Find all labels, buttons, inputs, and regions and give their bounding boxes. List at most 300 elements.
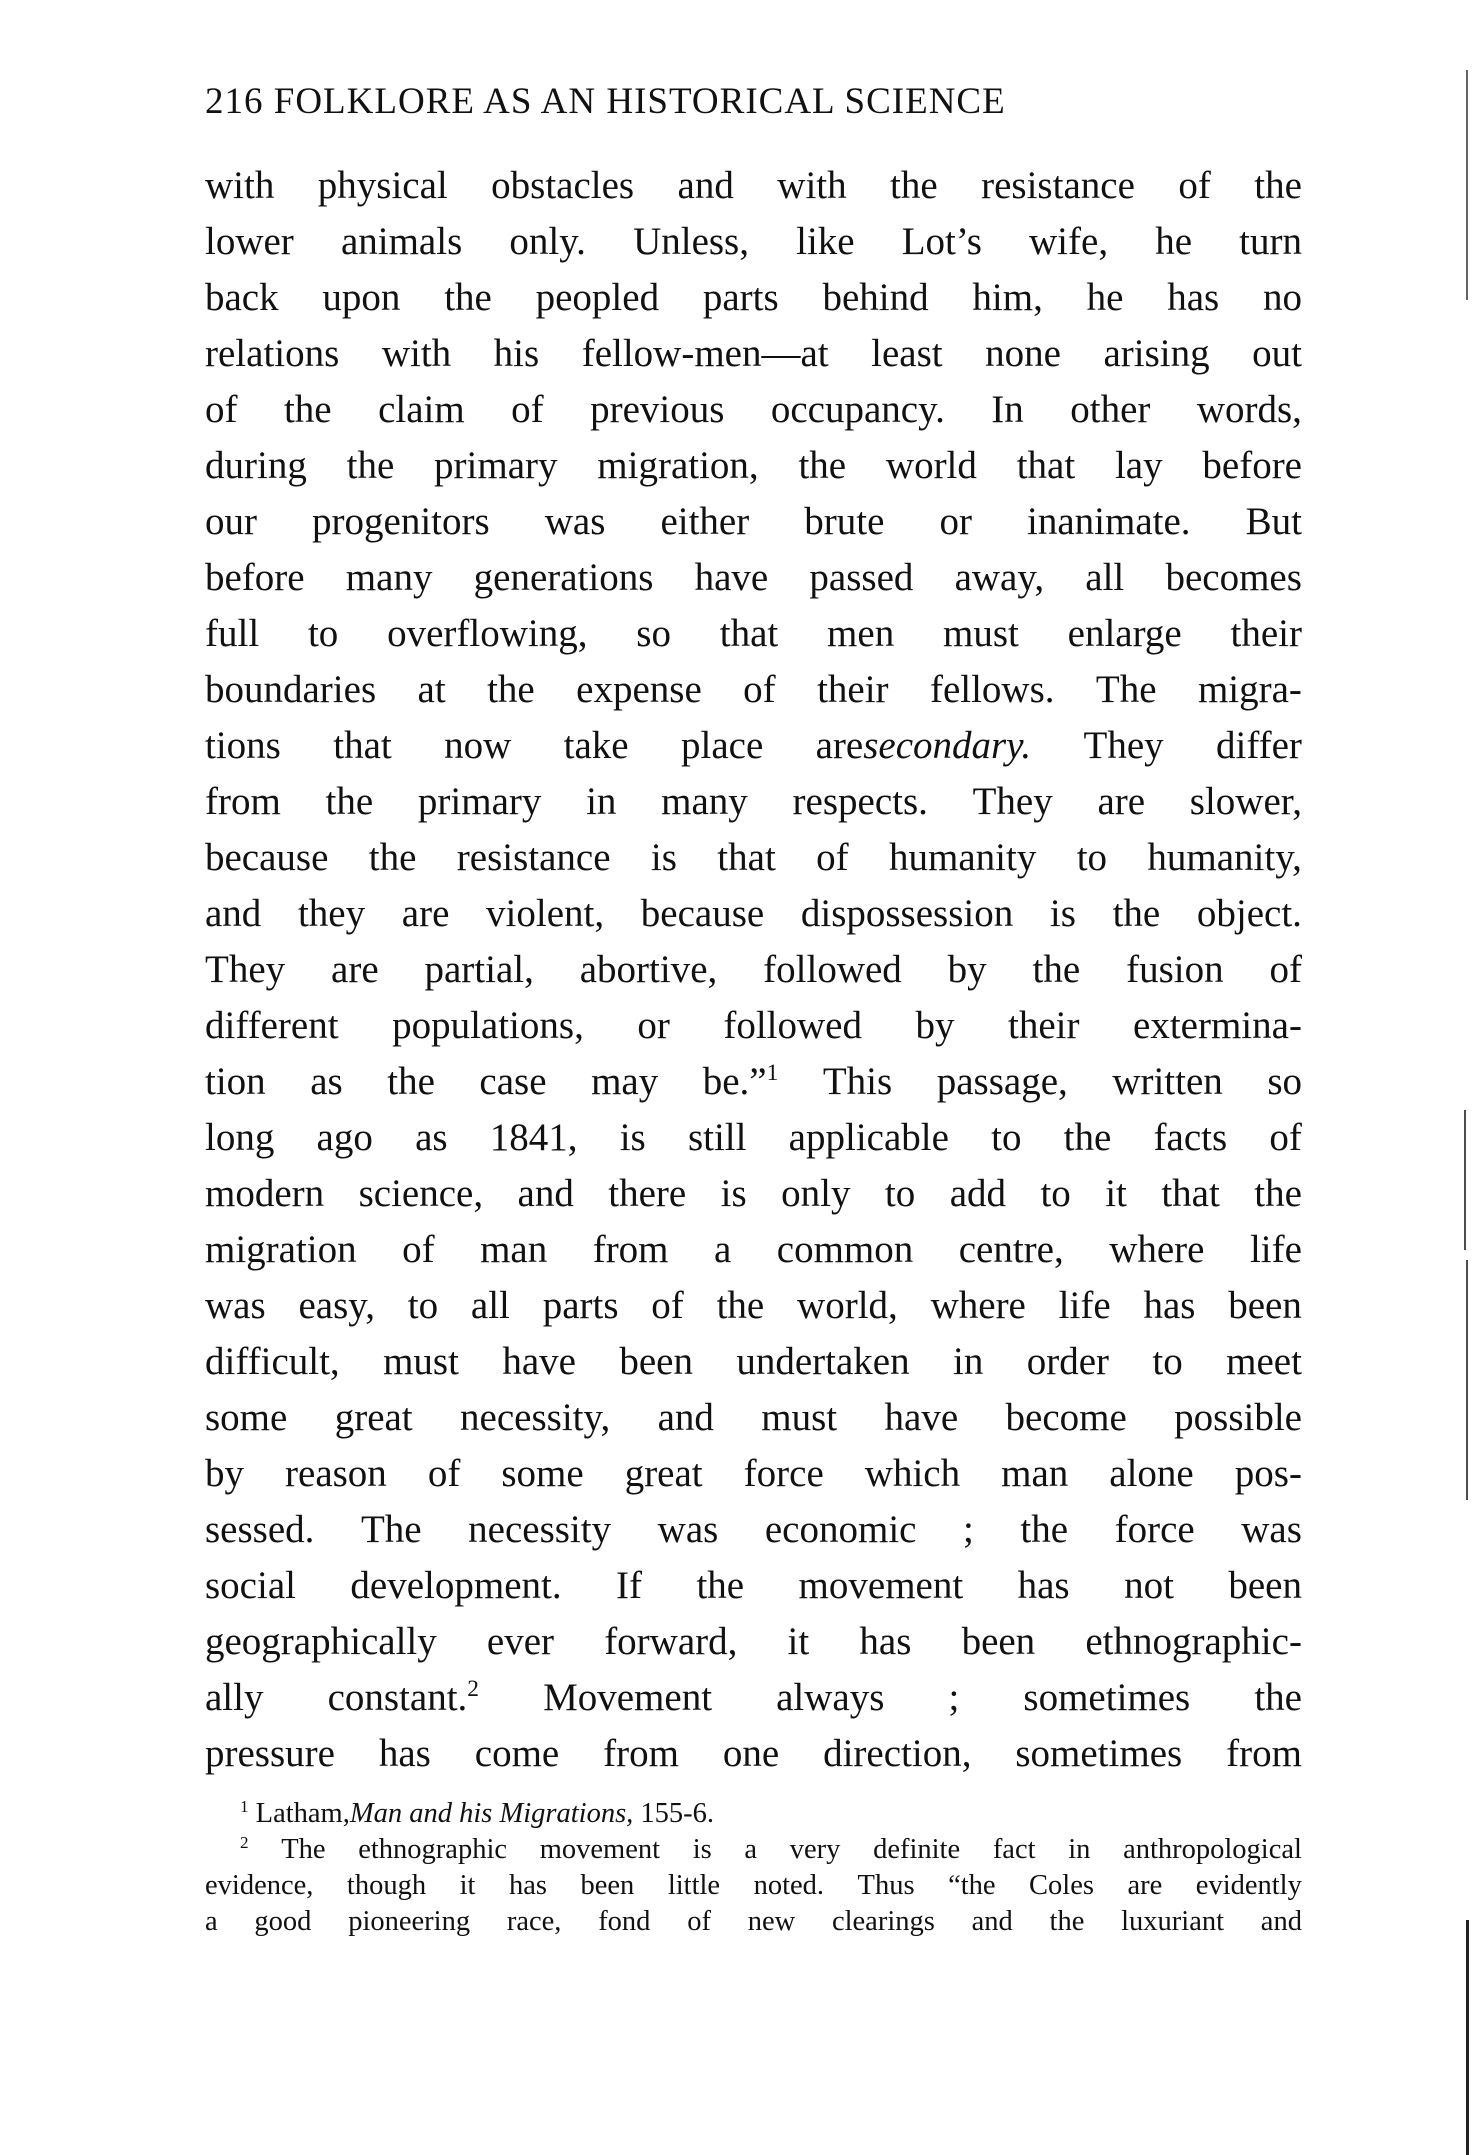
word (1126, 942, 1224, 998)
text: and (1260, 1906, 1302, 1937)
word (1267, 1054, 1302, 1110)
text: before (205, 556, 305, 599)
word (1269, 1110, 1302, 1166)
italic-text: Man (349, 1798, 403, 1829)
word (744, 1446, 824, 1502)
word (434, 438, 557, 494)
word (358, 1832, 507, 1868)
word (205, 1278, 266, 1334)
text: man (480, 1228, 548, 1271)
word (240, 1798, 249, 1829)
text: good (254, 1906, 312, 1937)
word (1115, 438, 1163, 494)
text: has (378, 1732, 431, 1775)
word (696, 1558, 744, 1614)
text: turn (1239, 220, 1302, 263)
text-line (205, 1670, 1302, 1726)
text-line (205, 830, 1302, 886)
word (509, 1868, 547, 1904)
word (1006, 1390, 1127, 1446)
word (763, 942, 902, 998)
word (962, 1614, 1036, 1670)
word (1050, 1904, 1085, 1940)
italic-text: secondary. (863, 724, 1032, 767)
word (788, 1614, 810, 1670)
text: upon (322, 276, 401, 319)
word (348, 1904, 470, 1940)
word (333, 718, 391, 774)
word (1064, 1110, 1112, 1166)
word (298, 886, 365, 942)
word (789, 1110, 949, 1166)
word (796, 214, 854, 270)
text: their (1008, 1004, 1080, 1047)
text: man (1001, 1452, 1069, 1495)
text: either (660, 500, 750, 543)
word (205, 326, 339, 382)
word (1254, 1166, 1302, 1222)
word (205, 1054, 266, 1110)
text: and (517, 1172, 574, 1215)
text: their (1230, 612, 1302, 655)
text: forward, (604, 1620, 738, 1663)
text: are (1127, 1870, 1163, 1901)
word (619, 1334, 693, 1390)
word (205, 1726, 335, 1782)
text-line (205, 158, 1302, 214)
word (379, 1726, 431, 1782)
word (254, 1904, 311, 1940)
word (640, 1798, 714, 1829)
word (1165, 550, 1301, 606)
text: may (591, 1060, 659, 1103)
word (889, 830, 1036, 886)
text: long (205, 1116, 275, 1159)
word (387, 1054, 435, 1110)
word (798, 438, 846, 494)
word (408, 1278, 438, 1334)
word (1178, 158, 1211, 214)
word (205, 998, 339, 1054)
word (703, 270, 779, 326)
text: though (346, 1870, 427, 1901)
text: populations, (392, 1004, 584, 1047)
scan-edge-mark (1464, 1110, 1466, 1250)
text: it (1105, 1172, 1127, 1215)
text: the (1020, 1508, 1069, 1551)
text: facts (1153, 1116, 1228, 1159)
word (972, 1904, 1013, 1940)
word (284, 382, 332, 438)
text: boundaries (205, 668, 377, 711)
word (858, 1868, 915, 1904)
word (743, 662, 776, 718)
page-number: 216 (205, 81, 264, 122)
text: tions (205, 724, 281, 767)
text: peopled (535, 276, 660, 319)
text: tion (205, 1060, 266, 1103)
word (205, 1390, 287, 1446)
word (382, 326, 451, 382)
word (1198, 662, 1302, 718)
word (1097, 774, 1145, 830)
text: very (789, 1834, 841, 1865)
text: force (743, 1452, 824, 1495)
word (347, 1868, 426, 1904)
word (948, 942, 987, 998)
word (723, 1726, 779, 1782)
text: constant. (327, 1676, 468, 1719)
text: are (401, 892, 450, 935)
text: “the (948, 1870, 996, 1901)
word (308, 606, 338, 662)
text: the (716, 1284, 765, 1327)
text: like (796, 220, 855, 263)
text: If (616, 1564, 643, 1607)
word (1133, 998, 1302, 1054)
text-line (205, 1614, 1302, 1670)
word (205, 1334, 340, 1390)
word (1190, 774, 1302, 830)
word (1167, 270, 1219, 326)
word (471, 1278, 510, 1334)
word (801, 886, 1013, 942)
text: lay (1114, 444, 1163, 487)
text: with (777, 164, 847, 207)
word (902, 214, 982, 270)
word (1254, 1670, 1302, 1726)
text: have (694, 556, 769, 599)
word (205, 1670, 263, 1726)
text: inanimate. (1027, 500, 1191, 543)
text: violent, (486, 892, 605, 935)
word (799, 1558, 964, 1614)
text-line (205, 1166, 1302, 1222)
word (474, 550, 654, 606)
word (688, 1110, 747, 1166)
word (582, 326, 829, 382)
text: is (1049, 892, 1076, 935)
text: been (1228, 1564, 1302, 1607)
word (1228, 1278, 1302, 1334)
text-line (205, 1278, 1302, 1334)
word (1123, 1832, 1302, 1868)
text: ago (316, 1116, 373, 1159)
text: is (619, 1116, 646, 1159)
text: passed (809, 556, 914, 599)
word (668, 1868, 720, 1904)
text: by (947, 948, 987, 991)
word (1096, 662, 1157, 718)
text-line (205, 1502, 1302, 1558)
text-line (205, 214, 1302, 270)
word (771, 382, 945, 438)
word (661, 774, 748, 830)
word (693, 1832, 712, 1868)
text-line (205, 718, 1302, 774)
text: movement (539, 1834, 661, 1865)
word (695, 550, 769, 606)
word (598, 1904, 650, 1940)
text: of (427, 1452, 461, 1495)
word (660, 494, 749, 550)
text-line (205, 326, 1302, 382)
word (480, 1222, 547, 1278)
text: by (205, 1452, 244, 1495)
text: was (544, 500, 606, 543)
word (591, 1054, 658, 1110)
text: passage, (936, 1060, 1068, 1103)
word (950, 1166, 1006, 1222)
text-line (205, 1558, 1302, 1614)
text: ethnographic- (1085, 1620, 1302, 1663)
text: have (502, 1340, 576, 1383)
word (1077, 830, 1107, 886)
word (681, 718, 763, 774)
text: pioneering (348, 1906, 471, 1937)
text: new (747, 1906, 796, 1937)
text: must (761, 1396, 838, 1439)
text: no (1262, 276, 1302, 319)
text: to (1152, 1340, 1183, 1383)
text: that (717, 836, 776, 879)
text: difficult, (205, 1340, 340, 1383)
word (873, 1832, 960, 1868)
text: evidently (1195, 1870, 1302, 1901)
text-line (205, 1446, 1302, 1502)
word (1085, 1614, 1302, 1670)
word (1033, 942, 1081, 998)
word (328, 1670, 479, 1726)
text: all (1085, 556, 1125, 599)
word (651, 830, 677, 886)
text: the (487, 668, 535, 711)
text: direction, (823, 1732, 972, 1775)
text: away, (954, 556, 1045, 599)
word (205, 1558, 296, 1614)
text: ally (205, 1676, 264, 1719)
text: many (345, 556, 433, 599)
word (748, 1904, 795, 1940)
text: necessity, (460, 1396, 611, 1439)
word (1216, 718, 1302, 774)
word (331, 942, 379, 998)
word (281, 1832, 325, 1868)
word (754, 1868, 824, 1904)
word (658, 1390, 714, 1446)
text: our (205, 500, 257, 543)
text-line (205, 1110, 1302, 1166)
word (205, 1446, 244, 1502)
text: their (817, 668, 889, 711)
text: possible (1174, 1396, 1302, 1439)
text: full (205, 612, 260, 655)
word (1124, 1558, 1174, 1614)
text: been (580, 1870, 635, 1901)
word (1070, 382, 1150, 438)
text: and (205, 892, 262, 935)
text: the (1063, 1116, 1112, 1159)
text-line (205, 550, 1302, 606)
word (501, 1446, 583, 1502)
word (350, 1558, 561, 1614)
text: economic (764, 1508, 917, 1551)
word (658, 1502, 719, 1558)
word (502, 1334, 576, 1390)
word (361, 1502, 422, 1558)
text: have (884, 1396, 959, 1439)
footnotes (205, 1796, 1302, 1940)
word (993, 1832, 1036, 1868)
word (871, 326, 942, 382)
word (536, 270, 659, 326)
text: are (815, 724, 864, 767)
word (205, 1904, 218, 1940)
text: was (205, 1284, 266, 1327)
word (636, 606, 671, 662)
text: his (493, 332, 540, 375)
text: it (459, 1870, 476, 1901)
word (937, 1054, 1068, 1110)
word (703, 1054, 779, 1110)
word (318, 158, 448, 214)
text: the (1254, 1172, 1302, 1215)
word (487, 1614, 554, 1670)
text: been (1228, 1284, 1302, 1327)
word (507, 1904, 562, 1940)
text: take (563, 724, 629, 767)
text: This (822, 1060, 893, 1103)
word (359, 1166, 484, 1222)
word (1143, 1278, 1195, 1334)
text: some (501, 1452, 584, 1495)
text: ; (963, 1508, 974, 1551)
text: becomes (1165, 556, 1302, 599)
word (459, 1798, 492, 1829)
text: is (720, 1172, 747, 1215)
text: partial, (424, 948, 534, 991)
text-line (205, 270, 1302, 326)
word (1023, 1670, 1190, 1726)
text: was (1241, 1508, 1302, 1551)
text: because (205, 836, 329, 879)
word (1084, 718, 1164, 774)
text: pressure (205, 1732, 335, 1775)
text: Unless, (633, 220, 749, 263)
word (717, 1278, 765, 1334)
text: meet (1226, 1340, 1302, 1383)
scan-edge-mark (1466, 70, 1468, 300)
word (205, 1166, 324, 1222)
word (543, 1670, 712, 1726)
footnote-marker: 1 (240, 1796, 249, 1816)
word (953, 1334, 983, 1390)
word (1254, 158, 1302, 214)
word (625, 1446, 703, 1502)
word (1174, 1390, 1302, 1446)
text: in (953, 1340, 984, 1383)
word (1020, 1502, 1068, 1558)
text: expense (576, 668, 702, 711)
footnote-line (205, 1796, 1302, 1832)
word (205, 662, 376, 718)
word (1121, 1904, 1224, 1940)
word (816, 830, 849, 886)
text: and (657, 1396, 714, 1439)
text: necessity (468, 1508, 612, 1551)
text: 1841, (489, 1116, 578, 1159)
text: the (1254, 164, 1302, 207)
word (1197, 886, 1302, 942)
text: 155-6. (640, 1798, 715, 1829)
text: respects. (792, 780, 928, 823)
text: clearings (831, 1906, 935, 1937)
text: obstacles (491, 164, 635, 207)
text: of (743, 668, 776, 711)
text: men (827, 612, 895, 655)
text: and (677, 164, 734, 207)
word (1127, 1868, 1162, 1904)
text: great (334, 1396, 413, 1439)
text: words, (1196, 388, 1302, 431)
text: other (1070, 388, 1151, 431)
text: the (1049, 1906, 1085, 1937)
text: animals (340, 220, 463, 263)
text: been (619, 1340, 693, 1383)
word (678, 158, 734, 214)
word (1263, 270, 1302, 326)
word (1059, 1278, 1111, 1334)
word (1085, 550, 1124, 606)
text: of (205, 388, 238, 431)
word (418, 662, 446, 718)
word (1109, 1222, 1204, 1278)
word (402, 886, 450, 942)
text: the (1112, 892, 1161, 935)
word (1226, 1726, 1302, 1782)
text: all (470, 1284, 510, 1327)
text-line (205, 494, 1302, 550)
text: migration, (597, 444, 759, 487)
text: come (474, 1732, 560, 1775)
word (1241, 1502, 1302, 1558)
word (310, 1054, 343, 1110)
word (511, 382, 544, 438)
word (205, 774, 281, 830)
word (543, 1278, 619, 1334)
italic-text: and (409, 1798, 452, 1829)
word (620, 1110, 646, 1166)
word (205, 494, 257, 550)
word (793, 774, 928, 830)
text: has (1017, 1564, 1070, 1607)
text: has (508, 1870, 547, 1901)
text: he (1155, 220, 1193, 263)
word (1155, 214, 1192, 270)
text: one (722, 1732, 780, 1775)
word (1068, 1832, 1090, 1868)
text: to (407, 1284, 439, 1327)
body-text (205, 158, 1302, 1782)
text: case (479, 1060, 547, 1103)
word (1197, 382, 1302, 438)
text: life (1249, 1228, 1302, 1271)
text: order (1026, 1340, 1110, 1383)
text: because (640, 892, 765, 935)
text: fond (598, 1906, 651, 1937)
word (616, 1558, 642, 1614)
word (479, 1054, 546, 1110)
